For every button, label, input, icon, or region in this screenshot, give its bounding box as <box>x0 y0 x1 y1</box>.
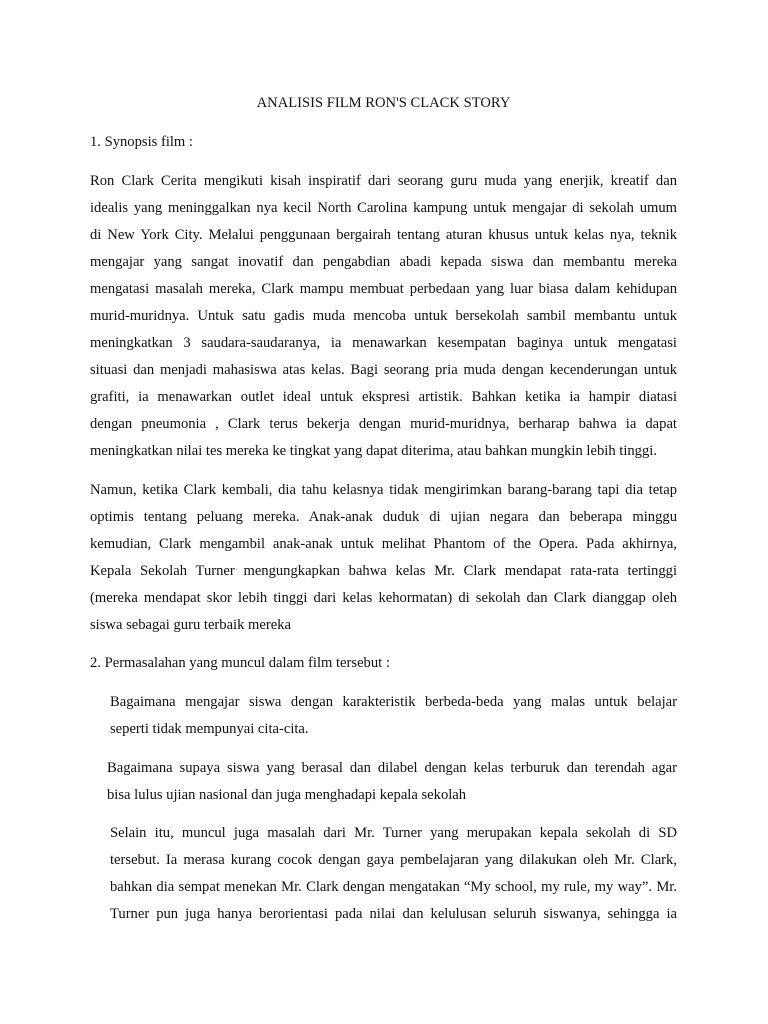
text-line: idealis yang meninggalkan nya kecil North Carolina kampung untuk mengajar di sekolah umum <box>90 200 677 216</box>
text-line: bahkan dia sempat menekan Mr. Clark dengan mengatakan “My school, my rule, my way”. Mr. <box>110 879 677 895</box>
section-heading-synopsis: 1. Synopsis film : <box>90 134 193 150</box>
document-page <box>90 0 677 1024</box>
section-heading-problems: 2. Permasalahan yang muncul dalam film tersebut : <box>90 655 390 671</box>
text-line: siswa sebagai guru terbaik mereka <box>90 617 291 633</box>
text-line: Bagaimana supaya siswa yang berasal dan dilabel dengan kelas terburuk dan terendah agar <box>107 760 677 776</box>
text-line: bisa lulus ujian nasional dan juga menghadapi kepala sekolah <box>107 787 467 803</box>
text-line: meningkatkan 3 saudara-saudaranya, ia menawarkan kesempatan baginya untuk mengatasi <box>90 335 677 351</box>
paragraph-synopsis-1 <box>90 168 677 465</box>
text-line: Kepala Sekolah Turner mengungkapkan bahwa kelas Mr. Clark mendapat rata-rata tertinggi <box>90 563 677 579</box>
text-line: murid-muridnya. Untuk satu gadis muda mencoba untuk bersekolah sambil membantu untuk <box>90 308 677 324</box>
text-line: (mereka mendapat skor lebih tinggi dari kelas kehormatan) di sekolah dan Clark dianggap oleh <box>90 590 677 606</box>
paragraph-problem-3 <box>90 820 677 928</box>
text-line: mengatasi masalah mereka, Clark mampu membuat perbedaan yang luar biasa dalam kehidupan <box>90 281 677 297</box>
paragraph-synopsis-2 <box>90 477 677 639</box>
text-line: optimis tentang peluang mereka. Anak-anak duduk di ujian negara dan beberapa minggu <box>90 509 677 525</box>
paragraph-problem-2 <box>90 755 677 809</box>
text-line: Selain itu, muncul juga masalah dari Mr. Turner yang merupakan kepala sekolah di SD <box>110 825 677 841</box>
document-title: ANALISIS FILM RON'S CLACK STORY <box>256 95 511 111</box>
text-line: di New York City. Melalui penggunaan bergairah tentang aturan khusus untuk kelas nya, teknik <box>90 227 677 243</box>
text-line: Ron Clark Cerita mengikuti kisah inspiratif dari seorang guru muda yang enerjik, kreatif dan <box>90 173 677 189</box>
text-line: Turner pun juga hanya berorientasi pada nilai dan kelulusan seluruh siswanya, sehingga ia <box>110 906 677 922</box>
text-line: Bagaimana mengajar siswa dengan karakteristik berbeda-beda yang malas untuk belajar <box>110 694 677 710</box>
text-line: Namun, ketika Clark kembali, dia tahu kelasnya tidak mengirimkan barang-barang tapi dia tetap <box>90 482 677 498</box>
text-line: meningkatkan nilai tes mereka ke tingkat yang dapat diterima, atau bahkan mungkin lebih tinggi. <box>90 443 657 459</box>
text-line: dengan pneumonia , Clark terus bekerja dengan murid-muridnya, berharap bahwa ia dapat <box>90 416 677 432</box>
text-line: mengajar yang sangat inovatif dan pengabdian abadi kepada siswa dan membantu mereka <box>90 254 677 270</box>
text-line: grafiti, ia menawarkan outlet ideal untuk ekspresi artistik. Bahkan ketika ia hampir diatasi <box>90 389 677 405</box>
text-line: situasi dan menjadi mahasiswa atas kelas. Bagi seorang pria muda dengan kecenderungan untuk <box>90 362 677 378</box>
paragraph-problem-1 <box>90 689 677 743</box>
text-line: kemudian, Clark mengambil anak-anak untuk melihat Phantom of the Opera. Pada akhirnya, <box>90 536 677 552</box>
text-line: tersebut. Ia merasa kurang cocok dengan gaya pembelajaran yang dilakukan oleh Mr. Clark, <box>110 852 677 868</box>
text-line: seperti tidak mempunyai cita-cita. <box>110 721 309 737</box>
